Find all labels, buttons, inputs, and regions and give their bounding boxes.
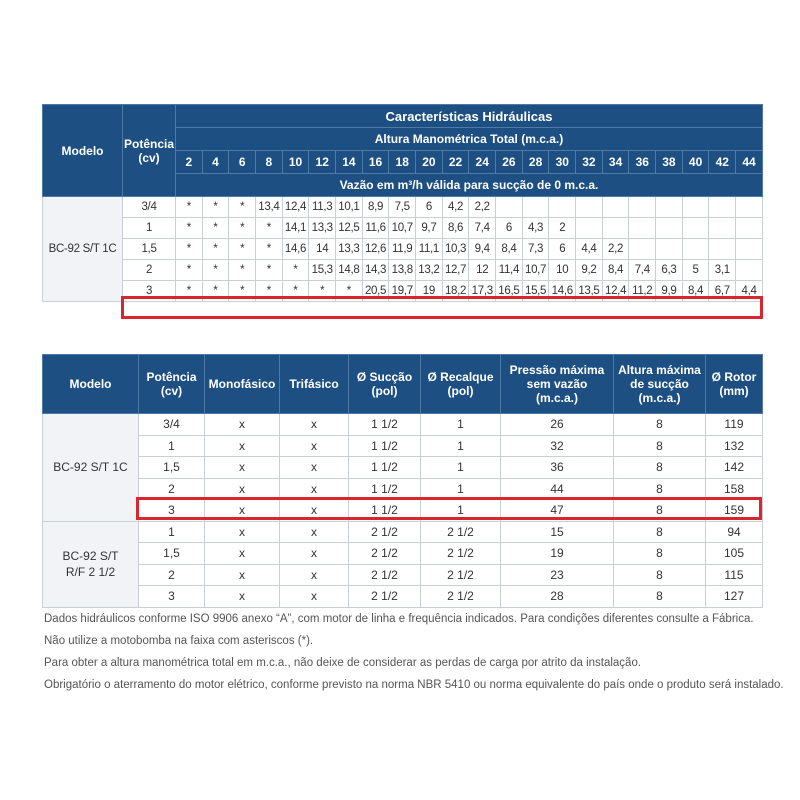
flow-cell: 8,4 (602, 260, 629, 281)
flow-cell: 7,4 (469, 218, 496, 239)
header-footer: Vazão em m³/h válida para sucção de 0 m.c.a. (176, 174, 763, 197)
flow-cell: * (256, 260, 283, 281)
flow-cell (629, 239, 656, 260)
flow-cell: 11,3 (309, 197, 336, 218)
flow-cell: 12,4 (602, 281, 629, 302)
height-col-28: 28 (522, 151, 549, 174)
spec-cell: 132 (706, 435, 763, 457)
spec-cell: 8 (614, 435, 706, 457)
flow-cell (656, 197, 683, 218)
height-col-22: 22 (442, 151, 469, 174)
flow-cell: * (176, 197, 203, 218)
flow-cell: 7,5 (389, 197, 416, 218)
spec-cell: 1 1/2 (349, 457, 421, 479)
spec-header-2: Monofásico (205, 355, 280, 414)
height-col-8: 8 (256, 151, 283, 174)
spec-header-0: Modelo (43, 355, 139, 414)
flow-cell: 6 (496, 218, 523, 239)
spec-cell: 1 1/2 (349, 500, 421, 522)
flow-cell: 9,4 (469, 239, 496, 260)
flow-cell: 20,5 (362, 281, 389, 302)
model-cell: BC-92 S/T 1C (43, 414, 139, 522)
model-cell: BC-92 S/T R/F 2 1/2 (43, 521, 139, 607)
flow-cell: * (256, 239, 283, 260)
table-row (43, 435, 763, 457)
spec-cell: 8 (614, 457, 706, 479)
flow-cell (576, 218, 603, 239)
flow-cell: 10,7 (522, 260, 549, 281)
spec-header-7: Altura máxima de sucção (m.c.a.) (614, 355, 706, 414)
spec-cell: x (280, 500, 349, 522)
spec-cell: 1 (421, 414, 501, 436)
table-row (43, 543, 763, 565)
flow-cell: 10,7 (389, 218, 416, 239)
spec-cell: 1 (421, 478, 501, 500)
flow-cell: 12,6 (362, 239, 389, 260)
flow-cell: 2,2 (469, 197, 496, 218)
table-row (43, 564, 763, 586)
spec-cell: 8 (614, 564, 706, 586)
power-cell: 2 (123, 260, 176, 281)
spec-cell: 36 (501, 457, 614, 479)
table-row (43, 521, 763, 543)
flow-cell (709, 239, 736, 260)
height-col-14: 14 (336, 151, 363, 174)
flow-cell: * (336, 281, 363, 302)
flow-cell: * (202, 239, 229, 260)
flow-cell: 3,1 (709, 260, 736, 281)
flow-cell: 16,5 (496, 281, 523, 302)
spec-cell: 1 (421, 457, 501, 479)
flow-cell: * (282, 281, 309, 302)
flow-cell: 12,7 (442, 260, 469, 281)
spec-cell: 2 1/2 (349, 586, 421, 608)
table-row (43, 414, 763, 436)
flow-cell: 15,3 (309, 260, 336, 281)
spec-cell: x (205, 457, 280, 479)
height-col-16: 16 (362, 151, 389, 174)
spec-cell: 47 (501, 500, 614, 522)
flow-cell: 8,4 (496, 239, 523, 260)
note-line: Não utilize a motobomba na faixa com asteriscos (*). (44, 635, 314, 647)
spec-cell: x (280, 586, 349, 608)
flow-cell: * (176, 260, 203, 281)
flow-cell (736, 260, 763, 281)
spec-cell: 127 (706, 586, 763, 608)
flow-cell: 6,7 (709, 281, 736, 302)
height-col-44: 44 (736, 151, 763, 174)
spec-cell: x (280, 414, 349, 436)
flow-cell: 13,3 (336, 239, 363, 260)
spec-cell: 2 (139, 564, 205, 586)
spec-cell: x (205, 586, 280, 608)
spec-cell: 44 (501, 478, 614, 500)
power-cell: 1 (123, 218, 176, 239)
spec-cell: 142 (706, 457, 763, 479)
spec-cell: 8 (614, 500, 706, 522)
spec-cell: 94 (706, 521, 763, 543)
height-col-30: 30 (549, 151, 576, 174)
spec-cell: 2 1/2 (421, 564, 501, 586)
height-col-10: 10 (282, 151, 309, 174)
spec-cell: x (280, 543, 349, 565)
flow-cell: 13,3 (309, 218, 336, 239)
flow-cell (602, 197, 629, 218)
spec-cell: x (205, 478, 280, 500)
flow-cell (549, 197, 576, 218)
flow-cell (682, 197, 709, 218)
spec-cell: 3 (139, 586, 205, 608)
flow-cell: 9,2 (576, 260, 603, 281)
height-col-12: 12 (309, 151, 336, 174)
spec-cell: x (205, 500, 280, 522)
flow-cell: * (176, 239, 203, 260)
flow-cell: 13,5 (576, 281, 603, 302)
flow-cell: 10 (549, 260, 576, 281)
table-row (43, 478, 763, 500)
flow-cell: 8,9 (362, 197, 389, 218)
spec-cell: 1 (139, 435, 205, 457)
height-col-24: 24 (469, 151, 496, 174)
spec-cell: 115 (706, 564, 763, 586)
spec-cell: 1 1/2 (349, 414, 421, 436)
flow-cell: * (176, 281, 203, 302)
header-title: Características Hidráulicas (176, 105, 763, 128)
spec-cell: 2 1/2 (421, 543, 501, 565)
flow-cell: * (229, 281, 256, 302)
spec-cell: 105 (706, 543, 763, 565)
spec-cell: 2 1/2 (349, 521, 421, 543)
spec-cell: 32 (501, 435, 614, 457)
flow-cell (629, 218, 656, 239)
flow-cell: 14,3 (362, 260, 389, 281)
spec-cell: 2 1/2 (421, 586, 501, 608)
flow-cell (602, 218, 629, 239)
height-col-6: 6 (229, 151, 256, 174)
spec-cell: x (205, 543, 280, 565)
flow-cell (709, 218, 736, 239)
header-potencia: Potência (cv) (123, 105, 176, 197)
spec-cell: 15 (501, 521, 614, 543)
spec-cell: 119 (706, 414, 763, 436)
height-col-36: 36 (629, 151, 656, 174)
spec-header-8: Ø Rotor (mm) (706, 355, 763, 414)
flow-cell (656, 218, 683, 239)
spec-cell: x (280, 478, 349, 500)
flow-cell (709, 197, 736, 218)
spec-cell: x (280, 435, 349, 457)
height-col-34: 34 (602, 151, 629, 174)
table-row (43, 260, 763, 281)
spec-cell: 1 (139, 521, 205, 543)
flow-cell: 5 (682, 260, 709, 281)
spec-cell: 1,5 (139, 457, 205, 479)
table-row (43, 197, 763, 218)
flow-cell (682, 218, 709, 239)
table-row (43, 586, 763, 608)
flow-cell (736, 239, 763, 260)
spec-cell: x (280, 564, 349, 586)
height-col-32: 32 (576, 151, 603, 174)
flow-cell: 7,4 (629, 260, 656, 281)
spec-cell: 8 (614, 521, 706, 543)
flow-cell: * (229, 218, 256, 239)
spec-cell: x (280, 457, 349, 479)
spec-cell: 23 (501, 564, 614, 586)
flow-cell: * (202, 281, 229, 302)
spec-cell: 1 (421, 435, 501, 457)
spec-cell: x (205, 564, 280, 586)
specifications-header-row (43, 355, 763, 414)
flow-cell (682, 239, 709, 260)
model-cell: BC-92 S/T 1C (43, 197, 123, 302)
flow-cell: * (202, 260, 229, 281)
flow-cell: * (176, 218, 203, 239)
table-row (43, 281, 763, 302)
height-col-4: 4 (202, 151, 229, 174)
table-row (43, 239, 763, 260)
table-row (43, 500, 763, 522)
flow-cell: 11,6 (362, 218, 389, 239)
flow-cell (496, 197, 523, 218)
flow-cell: 12,4 (282, 197, 309, 218)
header-modelo: Modelo (43, 105, 123, 197)
flow-cell: * (229, 239, 256, 260)
flow-cell: * (256, 281, 283, 302)
header-subtitle: Altura Manométrica Total (m.c.a.) (176, 128, 763, 151)
spec-cell: 1 (421, 500, 501, 522)
flow-cell (736, 197, 763, 218)
flow-cell: * (229, 260, 256, 281)
flow-cell: 13,2 (416, 260, 443, 281)
flow-cell: * (229, 197, 256, 218)
spec-cell: 8 (614, 586, 706, 608)
spec-cell: 2 1/2 (349, 543, 421, 565)
spec-cell: 8 (614, 478, 706, 500)
flow-cell: 14 (309, 239, 336, 260)
spec-cell: 1,5 (139, 543, 205, 565)
specifications-table (42, 354, 763, 608)
flow-cell: 11,2 (629, 281, 656, 302)
spec-cell: 28 (501, 586, 614, 608)
flow-cell: 11,1 (416, 239, 443, 260)
flow-cell: 12,5 (336, 218, 363, 239)
spec-cell: 26 (501, 414, 614, 436)
spec-cell: x (205, 521, 280, 543)
flow-cell: 11,4 (496, 260, 523, 281)
height-col-26: 26 (496, 151, 523, 174)
flow-cell: 14,6 (549, 281, 576, 302)
table-row (43, 218, 763, 239)
spec-header-5: Ø Recalque (pol) (421, 355, 501, 414)
flow-cell: 2,2 (602, 239, 629, 260)
flow-cell: 14,1 (282, 218, 309, 239)
flow-cell: 14,8 (336, 260, 363, 281)
table-row (43, 457, 763, 479)
power-cell: 3 (123, 281, 176, 302)
flow-cell: 4,2 (442, 197, 469, 218)
spec-header-3: Trifásico (280, 355, 349, 414)
spec-cell: 1 1/2 (349, 435, 421, 457)
flow-cell (656, 239, 683, 260)
spec-cell: x (280, 521, 349, 543)
flow-cell: * (202, 218, 229, 239)
spec-cell: 158 (706, 478, 763, 500)
height-col-40: 40 (682, 151, 709, 174)
spec-header-1: Potência (cv) (139, 355, 205, 414)
spec-cell: 3/4 (139, 414, 205, 436)
spec-cell: 2 1/2 (421, 521, 501, 543)
spec-cell: 8 (614, 414, 706, 436)
note-line: Para obter a altura manométrica total em m.c.a., não deixe de considerar as perdas de carga por atrito da instalação. (44, 657, 642, 669)
flow-cell: 10,3 (442, 239, 469, 260)
flow-cell: 8,4 (682, 281, 709, 302)
spec-cell: 3 (139, 500, 205, 522)
height-col-42: 42 (709, 151, 736, 174)
flow-cell: * (202, 197, 229, 218)
flow-cell (629, 197, 656, 218)
flow-cell: * (309, 281, 336, 302)
spec-header-6: Pressão máxima sem vazão (m.c.a.) (501, 355, 614, 414)
spec-header-4: Ø Sucção (pol) (349, 355, 421, 414)
spec-cell: 8 (614, 543, 706, 565)
height-col-2: 2 (176, 151, 203, 174)
height-col-18: 18 (389, 151, 416, 174)
flow-cell: 19,7 (389, 281, 416, 302)
spec-cell: x (205, 435, 280, 457)
flow-cell (576, 197, 603, 218)
note-line: Dados hidráulicos conforme ISO 9906 anexo “A”, com motor de linha e frequência indicados. Para condições diferentes consulte a Fábrica. (44, 613, 754, 625)
flow-cell: 6 (549, 239, 576, 260)
spec-cell: 2 1/2 (349, 564, 421, 586)
flow-cell: 9,7 (416, 218, 443, 239)
flow-cell: 4,3 (522, 218, 549, 239)
spec-cell: x (205, 414, 280, 436)
flow-cell: 4,4 (736, 281, 763, 302)
flow-cell: 19 (416, 281, 443, 302)
flow-cell: 8,6 (442, 218, 469, 239)
flow-cell: 13,8 (389, 260, 416, 281)
flow-cell: 6,3 (656, 260, 683, 281)
flow-cell: 2 (549, 218, 576, 239)
flow-cell (522, 197, 549, 218)
spec-cell: 19 (501, 543, 614, 565)
flow-cell: 17,3 (469, 281, 496, 302)
height-col-20: 20 (416, 151, 443, 174)
flow-cell: 14,6 (282, 239, 309, 260)
flow-cell: 15,5 (522, 281, 549, 302)
flow-cell: 4,4 (576, 239, 603, 260)
power-cell: 1,5 (123, 239, 176, 260)
hydraulic-characteristics-table (42, 104, 763, 302)
flow-cell: * (256, 218, 283, 239)
flow-cell: 18,2 (442, 281, 469, 302)
note-line: Obrigatório o aterramento do motor elétrico, conforme previsto na norma NBR 5410 ou norma equivalente do país onde o produto será instalado. (44, 679, 784, 691)
flow-cell: 9,9 (656, 281, 683, 302)
height-col-38: 38 (656, 151, 683, 174)
spec-cell: 2 (139, 478, 205, 500)
spec-cell: 159 (706, 500, 763, 522)
flow-cell: 7,3 (522, 239, 549, 260)
flow-cell: 12 (469, 260, 496, 281)
spec-cell: 1 1/2 (349, 478, 421, 500)
power-cell: 3/4 (123, 197, 176, 218)
flow-cell: * (282, 260, 309, 281)
flow-cell: 13,4 (256, 197, 283, 218)
flow-cell: 11,9 (389, 239, 416, 260)
flow-cell (736, 218, 763, 239)
notes (44, 611, 784, 699)
flow-cell: 10,1 (336, 197, 363, 218)
flow-cell: 6 (416, 197, 443, 218)
